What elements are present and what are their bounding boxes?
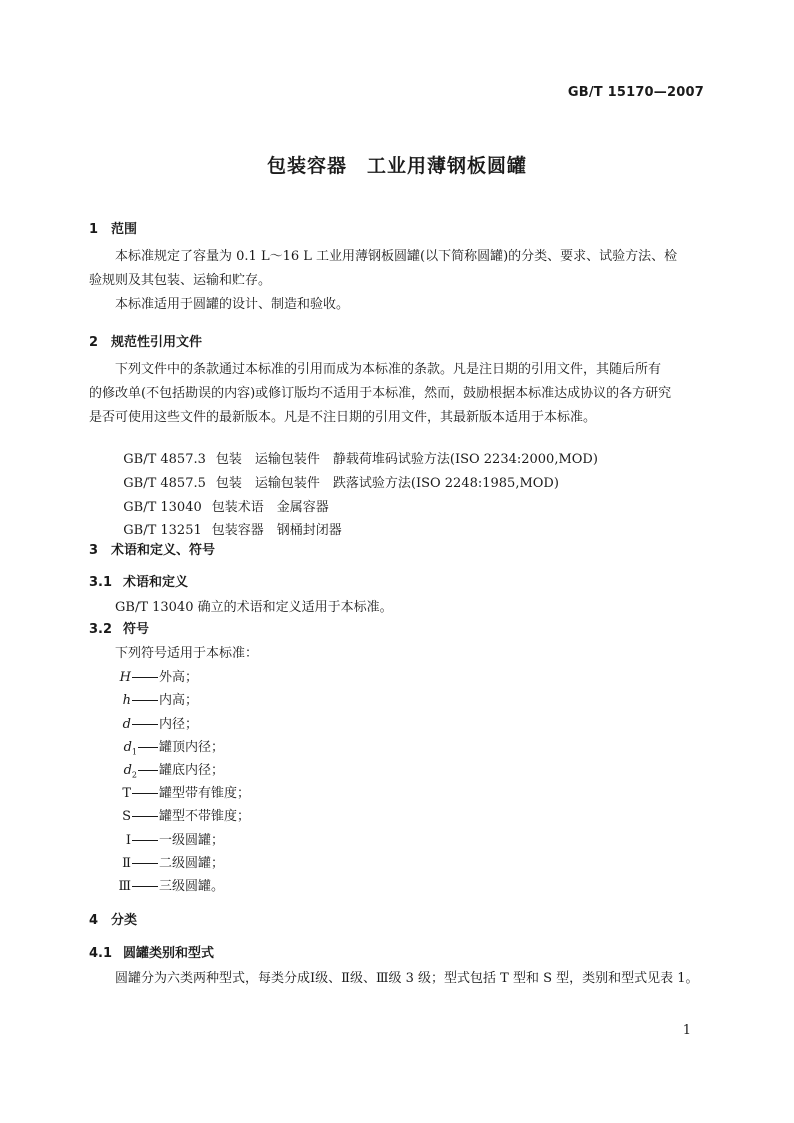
subsection-4-1-text: 圆罐分为六类两种型式，每类分成Ⅰ级、Ⅱ级、Ⅲ级 3 级；型式包括 T 型和 S 型，类别和型式见表 1。 <box>115 971 699 986</box>
section-2-paragraph <box>89 358 704 430</box>
symbol: $d_2$ <box>123 763 137 780</box>
symbol-description: 内高； <box>159 693 199 708</box>
section-number: 1 <box>89 222 99 237</box>
em-dash <box>132 886 158 887</box>
section-title: 术语和定义、符号 <box>111 543 216 558</box>
symbol: d <box>122 717 131 732</box>
symbol-description: 罐型不带锥度； <box>159 809 251 824</box>
symbol: H <box>119 670 131 685</box>
symbol-row <box>115 689 198 708</box>
symbol-row <box>115 805 250 824</box>
symbol-row <box>115 829 224 848</box>
symbol-description: 外高； <box>159 670 199 685</box>
section-4-heading <box>89 909 137 928</box>
reference-title: 包装 运输包装件 静载荷堆码试验方法(ISO 2234:2000,MOD) <box>215 452 598 467</box>
reference-title: 包装 运输包装件 跌落试验方法(ISO 2248:1985,MOD) <box>215 476 559 491</box>
symbol-description: 罐底内径； <box>159 763 225 778</box>
symbol-row <box>115 782 250 801</box>
symbols-intro: 下列符号适用于本标准： <box>115 646 259 661</box>
section-2-heading <box>89 331 202 350</box>
section-title: 范围 <box>111 222 138 237</box>
reference-code: GB/T 4857.3 <box>123 452 206 467</box>
document-title: 包装容器 工业用薄钢板圆罐 <box>266 155 527 177</box>
em-dash <box>132 816 158 817</box>
section-title: 圆罐类别和型式 <box>123 946 215 961</box>
symbol-description: 内径； <box>159 717 199 732</box>
section-3-heading <box>89 539 215 558</box>
symbol-row <box>115 759 224 780</box>
reference-code: GB/T 13251 <box>123 523 202 538</box>
em-dash <box>138 770 158 771</box>
symbol-row <box>115 852 224 871</box>
symbol-row <box>115 736 224 757</box>
section-1-heading <box>89 218 137 237</box>
symbol: $d_1$ <box>123 740 137 757</box>
section-1-paragraph-1 <box>89 245 704 293</box>
symbol-description: 一级圆罐； <box>159 833 225 848</box>
subsection-3-1-heading <box>89 571 188 590</box>
em-dash <box>132 700 158 701</box>
em-dash <box>138 747 158 748</box>
reference-item <box>115 504 342 538</box>
section-number: 3.2 <box>89 622 113 637</box>
em-dash <box>132 840 158 841</box>
standard-number: GB/T 15170—2007 <box>567 85 704 100</box>
section-1-paragraph-2 <box>89 293 704 317</box>
subsection-3-2-heading <box>89 618 149 637</box>
text-line: 本标准规定了容量为 0.1 L～16 L 工业用薄钢板圆罐(以下简称圆罐)的分类、要求、试验方法、检 <box>115 249 678 264</box>
text-line: 下列文件中的条款通过本标准的引用而成为本标准的条款。凡是注日期的引用文件，其随后所有 <box>115 362 662 377</box>
symbol-description: 二级圆罐； <box>159 856 225 871</box>
symbol-row <box>115 666 198 685</box>
subsection-4-1-heading <box>89 942 214 961</box>
section-title: 规范性引用文件 <box>111 335 203 350</box>
section-number: 2 <box>89 335 99 350</box>
text-line: 是否可使用这些文件的最新版本。凡是不注日期的引用文件，其最新版本适用于本标准。 <box>89 410 597 425</box>
symbol-description: 罐型带有锥度； <box>159 786 251 801</box>
em-dash <box>132 724 158 725</box>
reference-code: GB/T 13040 <box>123 500 202 515</box>
section-number: 3 <box>89 543 99 558</box>
symbol: T <box>122 786 131 801</box>
page-number: 1 <box>682 1023 691 1038</box>
symbol: Ⅰ <box>125 833 131 848</box>
reference-title: 包装术语 金属容器 <box>211 500 329 515</box>
section-title: 符号 <box>123 622 150 637</box>
em-dash <box>132 677 158 678</box>
em-dash <box>132 793 158 794</box>
reference-code: GB/T 4857.5 <box>123 476 206 491</box>
symbol-description: 三级圆罐。 <box>159 879 225 894</box>
symbol-row <box>115 875 224 894</box>
reference-title: 包装容器 钢桶封闭器 <box>211 523 342 538</box>
text-line: 本标准适用于圆罐的设计、制造和验收。 <box>115 297 350 312</box>
text-line: 的修改单(不包括勘误的内容)或修订版均不适用于本标准，然而，鼓励根据本标准达成协议的各方研究 <box>89 386 672 401</box>
em-dash <box>132 863 158 864</box>
section-number: 4 <box>89 913 99 928</box>
subsection-3-1-text: GB/T 13040 确立的术语和定义适用于本标准。 <box>115 600 393 615</box>
symbol-row <box>115 713 198 732</box>
section-title: 术语和定义 <box>123 575 189 590</box>
symbol-description: 罐顶内径； <box>159 740 225 755</box>
section-title: 分类 <box>111 913 138 928</box>
symbol: Ⅲ <box>118 879 131 894</box>
section-number: 3.1 <box>89 575 113 590</box>
symbol: S <box>122 809 131 824</box>
section-number: 4.1 <box>89 946 113 961</box>
text-line: 验规则及其包装、运输和贮存。 <box>89 273 272 288</box>
symbol: h <box>122 693 131 708</box>
symbol: Ⅱ <box>122 856 131 871</box>
